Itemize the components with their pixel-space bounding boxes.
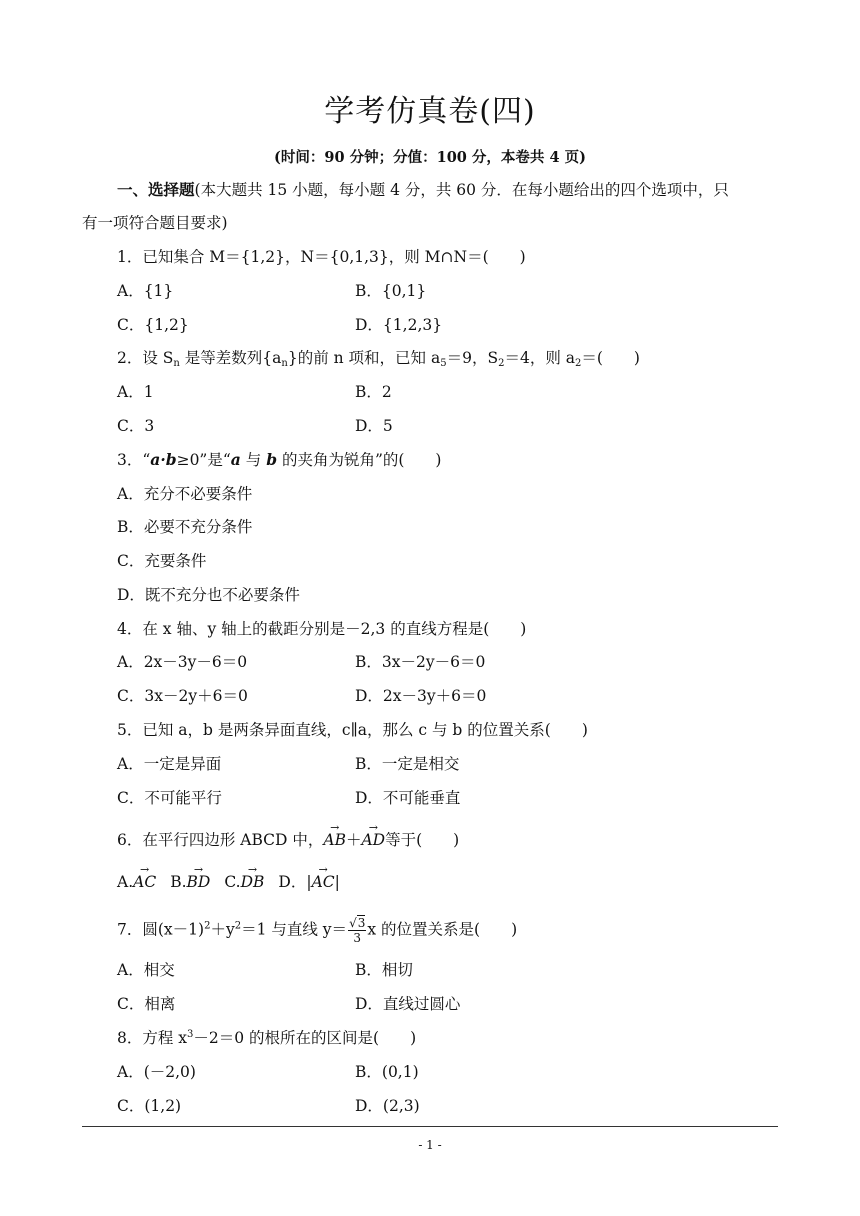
- section-heading: 一、选择题: [117, 180, 195, 199]
- q7-sup-2: 2: [234, 920, 242, 932]
- q6-option-b-label: B.: [170, 873, 187, 891]
- q6-vector-ab: → AB: [323, 830, 346, 850]
- q8-sup: 3: [187, 1029, 194, 1040]
- q3-text-2: ≥0”是“: [176, 451, 231, 469]
- q4-option-c: C．3x－2y＋6＝0: [117, 687, 248, 705]
- q7-text-1: 7．圆(x－1): [117, 920, 205, 939]
- q7-option-c: C．相离: [117, 995, 176, 1013]
- q1-option-a: A．{1}: [117, 282, 174, 300]
- q2-sub-2-b: 2: [575, 358, 582, 369]
- q3-option-a: A．充分不必要条件: [117, 485, 253, 503]
- q2-text-1: 2．设 S: [117, 349, 174, 367]
- q2-option-b: B．2: [355, 383, 392, 401]
- section-intro-line-1: [117, 180, 729, 200]
- q7-stem: [117, 916, 517, 945]
- q4-stem: 4．在 x 轴、y 轴上的截距分别是－2,3 的直线方程是( ): [117, 620, 527, 638]
- q5-option-a: A．一定是异面: [117, 755, 222, 773]
- section-intro-line-2: 有一项符合题目要求): [82, 214, 228, 232]
- q6-vector-ad: → AD: [361, 830, 385, 850]
- q7-fraction-numerator: 3: [357, 916, 366, 930]
- q4-option-b: B．3x－2y－6＝0: [355, 653, 486, 671]
- q1-option-d: D．{1,2,3}: [355, 316, 443, 334]
- q6-option-c-label: C.: [224, 873, 241, 891]
- q6-option-d-label: D．|: [278, 873, 312, 891]
- q7-option-d: D．直线过圆心: [355, 995, 461, 1013]
- q7-option-b: B．相切: [355, 961, 413, 979]
- q2-text-5: ＝4，则 a: [504, 349, 575, 367]
- q8-stem: [117, 1028, 416, 1048]
- q1-stem: 1．已知集合 M＝{1,2}，N＝{0,1,3}，则 M∩N＝( ): [117, 248, 526, 266]
- q8-option-a: A．(－2,0): [117, 1063, 196, 1081]
- q2-sub-n: n: [173, 358, 180, 369]
- q3-option-c: C．充要条件: [117, 552, 207, 570]
- footer-divider: [82, 1126, 778, 1127]
- q7-text-4: x 的位置关系是( ): [367, 920, 518, 939]
- q8-text-2: －2＝0 的根所在的区间是( ): [193, 1029, 417, 1047]
- q7-text-3: ＝1 与直线 y＝: [241, 920, 348, 939]
- q8-text-1: 8．方程 x: [117, 1029, 188, 1047]
- q7-option-a: A．相交: [117, 961, 175, 979]
- q8-option-d: D．(2,3): [355, 1097, 420, 1115]
- q8-option-c: C．(1,2): [117, 1097, 182, 1115]
- q2-option-a: A．1: [117, 383, 154, 401]
- q5-option-d: D．不可能垂直: [355, 789, 461, 807]
- q3-text-3: 与: [240, 451, 267, 469]
- q2-text-4: ＝9，S: [446, 349, 499, 367]
- page-number: - 1 -: [418, 1138, 442, 1152]
- q3-text-4: 的夹角为锐角”的( ): [277, 451, 442, 469]
- q6-option-d-end: |: [334, 873, 340, 891]
- q2-text-3: }的前 n 项和，已知 a: [287, 349, 441, 367]
- q4-option-d: D．2x－3y＋6＝0: [355, 687, 487, 705]
- q2-option-d: D．5: [355, 417, 393, 435]
- q2-sub-n-2: n: [281, 358, 288, 369]
- q2-option-c: C．3: [117, 417, 155, 435]
- q6-option-b-vector: → BD: [187, 872, 211, 892]
- q3-text-1: 3．“: [117, 451, 151, 469]
- section-intro-text: (本大题共 15 小题，每小题 4 分，共 60 分．在每小题给出的四个选项中，只: [194, 181, 729, 199]
- q3-dot-product: a·b: [150, 450, 177, 469]
- q6-text-2: 等于( ): [385, 831, 460, 849]
- q5-stem: 5．已知 a，b 是两条异面直线，c∥a，那么 c 与 b 的位置关系( ): [117, 721, 588, 739]
- q2-sub-5: 5: [440, 358, 447, 369]
- exam-info: (时间：90 分钟；分值：100 分，本卷共 4 页): [274, 149, 586, 166]
- q6-option-a-label: A.: [117, 873, 134, 891]
- q1-option-b: B．{0,1}: [355, 282, 427, 300]
- q8-option-b: B．(0,1): [355, 1063, 419, 1081]
- q7-fraction-denominator: 3: [353, 931, 362, 945]
- q2-sub-2: 2: [498, 358, 505, 369]
- q2-text-2: 是等差数列{a: [179, 349, 282, 367]
- q6-text-1: 6．在平行四边形 ABCD 中，: [117, 831, 324, 849]
- q6-option-c-vector: → DB: [241, 872, 265, 892]
- q2-text-6: ＝( ): [581, 349, 640, 367]
- q5-option-b: B．一定是相交: [355, 755, 460, 773]
- q6-plus: ＋: [345, 831, 362, 849]
- q7-sup-1: 2: [204, 920, 211, 932]
- q3-vector-b: b: [266, 450, 278, 469]
- q2-stem: [117, 348, 640, 368]
- page-title: 学考仿真卷(四): [324, 94, 536, 129]
- q6-option-a-vector: → AC: [133, 872, 156, 892]
- q4-option-a: A．2x－3y－6＝0: [117, 653, 248, 671]
- q3-option-d: D．既不充分也不必要条件: [117, 586, 300, 604]
- q1-option-c: C．{1,2}: [117, 316, 189, 334]
- q7-text-2: ＋y: [210, 920, 235, 939]
- q3-option-b: B．必要不充分条件: [117, 518, 253, 536]
- q6-stem: [117, 830, 459, 850]
- q3-stem: [117, 450, 441, 470]
- q7-fraction: $\frac{√3}{3}$: [349, 916, 366, 945]
- q6-option-d-vector: → AC: [312, 872, 335, 892]
- q3-vector-a: a: [230, 450, 241, 469]
- q6-options: [117, 872, 340, 892]
- q5-option-c: C．不可能平行: [117, 789, 222, 807]
